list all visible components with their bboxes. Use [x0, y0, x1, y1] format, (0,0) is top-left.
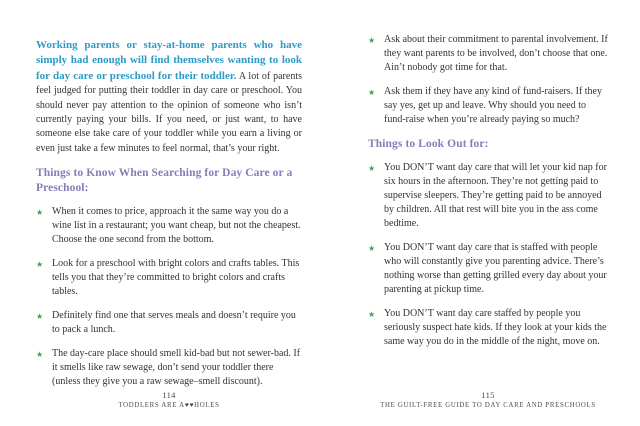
bullet-text: You DON’T want day care that will let your kid nap for six hours in the afternoon. They’re not getting paid to supervise sleepers. They’re getting paid to be annoyed by children. All that rest will bite you in the ass come bedtime. — [384, 162, 607, 229]
star-bullet-icon: ★ — [368, 310, 376, 319]
bullet-text: Definitely find one that serves meals and doesn’t require you to pack a lunch. — [52, 310, 296, 336]
star-bullet-icon: ★ — [368, 164, 376, 173]
right-bullet-list-top — [368, 33, 608, 127]
bullet-text: You DON’T want day care that is staffed with people who will constantly give you parenting advice. There’s nothing worse than getting grilled every day about your parenting at pickup time. — [384, 242, 607, 295]
star-bullet-icon: ★ — [368, 88, 376, 97]
left-page-footer — [36, 390, 302, 409]
bullet-text: The day-care place should smell kid-bad but not sewer-bad. If it smells like raw sewage, don’t send your toddler there (unless they give you a raw sewage–smell discount). — [52, 348, 301, 388]
page-number: 115 — [481, 390, 495, 400]
left-section-heading: Things to Know When Searching for Day Care or a Preschool: — [36, 167, 293, 195]
list-item — [36, 205, 302, 247]
list-item — [36, 347, 302, 389]
list-item — [368, 241, 608, 297]
star-bullet-icon: ★ — [36, 260, 44, 270]
right-bullet-list — [368, 161, 608, 349]
page-number: 114 — [162, 390, 176, 400]
intro-paragraph — [36, 38, 302, 156]
star-bullet-icon: ★ — [36, 350, 44, 360]
star-bullet-icon: ★ — [36, 312, 44, 322]
list-item — [368, 33, 608, 75]
star-bullet-icon: ★ — [368, 244, 376, 253]
bullet-text: Ask about their commitment to parental involvement. If they want parents to be involved, don’t choose that one. Ain’t nobody got time for that. — [384, 34, 608, 73]
bullet-text: You DON’T want day care staffed by people you seriously suspect hate kids. If they look at your kids the same way you do in the middle of the night, move on. — [384, 308, 607, 347]
right-section-heading: Things to Look Out for: — [368, 138, 489, 150]
star-bullet-icon: ★ — [36, 208, 44, 218]
list-item — [368, 307, 608, 349]
list-item — [36, 257, 302, 299]
list-item — [368, 85, 608, 127]
running-title: THE GUILT-FREE GUIDE TO DAY CARE AND PRESCHOOLS — [380, 402, 596, 409]
bullet-text: When it comes to price, approach it the same way you do a wine list in a restaurant; you want cheap, but not the cheapest. Choose the one second from the bottom. — [52, 206, 301, 246]
star-bullet-icon: ★ — [368, 36, 376, 45]
list-item — [36, 309, 302, 337]
bullet-text: Ask them if they have any kind of fund-raisers. If they say yes, get up and leave. Why should you need to fund-raise when you’re already paying so much? — [384, 86, 602, 125]
right-page-footer — [360, 390, 616, 409]
running-title: TODDLERS ARE A♥♥HOLES — [118, 402, 220, 409]
intro-lead-text: Working parents or stay-at-home parents who have simply had enough will find themselves wanting to look for day care or preschool for their toddler. — [36, 39, 302, 82]
left-page-content — [36, 38, 302, 399]
bullet-text: Look for a preschool with bright colors and crafts tables. This tells you that they’re committed to bright colors and crafts tables. — [52, 258, 300, 298]
right-page-content — [368, 33, 608, 359]
intro-body-text: A lot of parents feel judged for putting their toddler in day care or preschool. You should never pay attention to the opinion of someone who isn’t currently paying your bills. If you need, or just want, to have someone else take care of your toddler while you earn a living or even just take a few minutes to feel normal, that’s your right. — [36, 70, 302, 154]
list-item — [368, 161, 608, 231]
left-bullet-list — [36, 205, 302, 389]
